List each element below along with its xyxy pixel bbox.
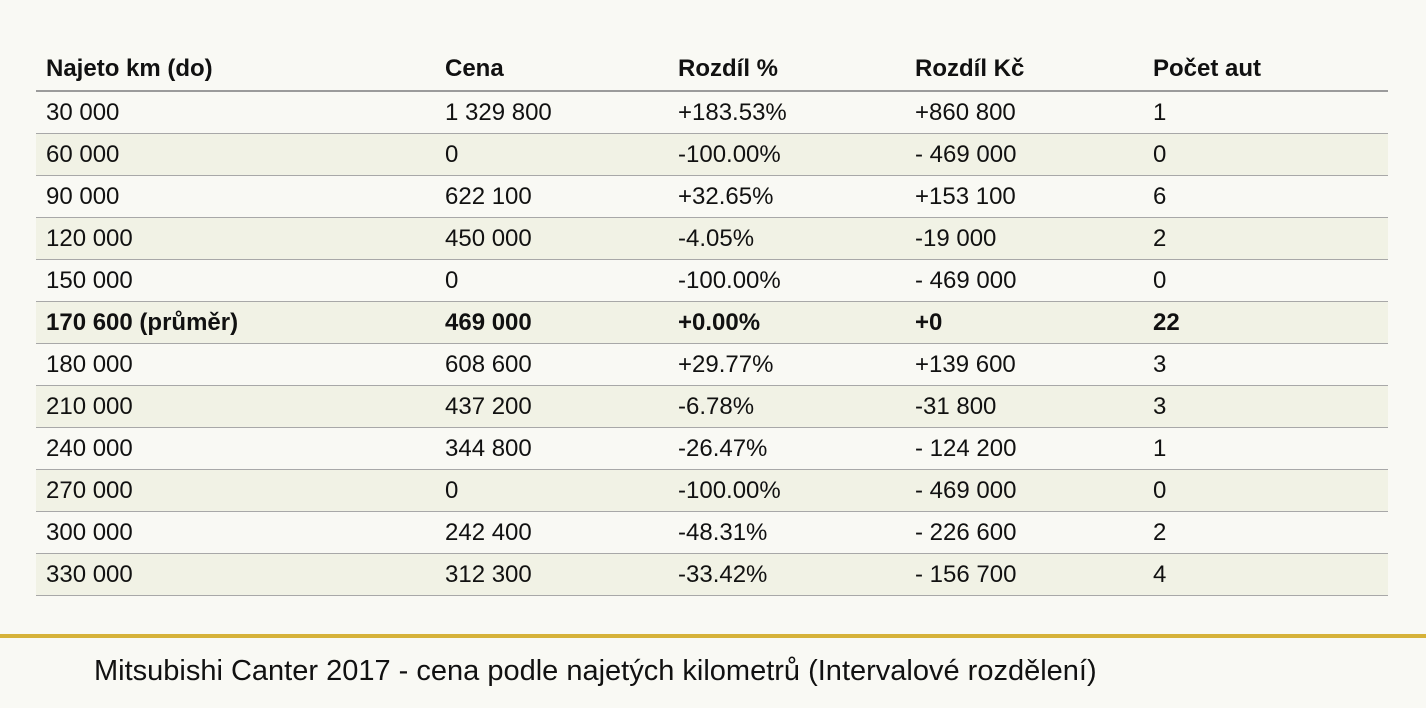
cell-diff-percent: -4.05% — [668, 218, 905, 260]
cell-car-count: 2 — [1143, 218, 1388, 260]
cell-diff-percent: +29.77% — [668, 344, 905, 386]
header-car-count: Počet aut — [1143, 48, 1388, 91]
cell-car-count: 0 — [1143, 470, 1388, 512]
cell-car-count: 3 — [1143, 386, 1388, 428]
cell-diff-percent: -100.00% — [668, 134, 905, 176]
caption-divider — [0, 634, 1426, 638]
cell-mileage: 270 000 — [36, 470, 435, 512]
cell-diff-czk: -19 000 — [905, 218, 1143, 260]
cell-diff-percent: -26.47% — [668, 428, 905, 470]
cell-diff-percent: -100.00% — [668, 260, 905, 302]
cell-diff-percent: -6.78% — [668, 386, 905, 428]
cell-diff-czk: - 226 600 — [905, 512, 1143, 554]
cell-car-count: 1 — [1143, 428, 1388, 470]
cell-price: 242 400 — [435, 512, 668, 554]
cell-diff-percent: -100.00% — [668, 470, 905, 512]
header-diff-percent: Rozdíl % — [668, 48, 905, 91]
cell-diff-percent: +183.53% — [668, 91, 905, 134]
cell-mileage: 60 000 — [36, 134, 435, 176]
table-caption: Mitsubishi Canter 2017 - cena podle najetých kilometrů (Intervalové rozdělení) — [94, 655, 1097, 687]
cell-diff-percent: -33.42% — [668, 554, 905, 596]
cell-price: 608 600 — [435, 344, 668, 386]
cell-diff-czk: - 469 000 — [905, 470, 1143, 512]
cell-price: 450 000 — [435, 218, 668, 260]
cell-car-count: 22 — [1143, 302, 1388, 344]
price-by-mileage-table — [36, 48, 1388, 596]
price-table-container — [36, 48, 1388, 596]
cell-price: 469 000 — [435, 302, 668, 344]
cell-mileage: 180 000 — [36, 344, 435, 386]
cell-diff-czk: +860 800 — [905, 91, 1143, 134]
cell-price: 0 — [435, 134, 668, 176]
cell-price: 0 — [435, 470, 668, 512]
table-row — [36, 554, 1388, 596]
cell-mileage: 90 000 — [36, 176, 435, 218]
cell-diff-czk: - 124 200 — [905, 428, 1143, 470]
table-row — [36, 134, 1388, 176]
cell-diff-czk: +0 — [905, 302, 1143, 344]
cell-mileage: 330 000 — [36, 554, 435, 596]
cell-mileage: 120 000 — [36, 218, 435, 260]
cell-car-count: 3 — [1143, 344, 1388, 386]
cell-mileage: 170 600 (průměr) — [36, 302, 435, 344]
cell-diff-czk: - 156 700 — [905, 554, 1143, 596]
cell-diff-percent: +32.65% — [668, 176, 905, 218]
table-row — [36, 218, 1388, 260]
cell-diff-czk: +153 100 — [905, 176, 1143, 218]
cell-car-count: 0 — [1143, 134, 1388, 176]
cell-price: 312 300 — [435, 554, 668, 596]
cell-price: 437 200 — [435, 386, 668, 428]
cell-price: 0 — [435, 260, 668, 302]
header-price: Cena — [435, 48, 668, 91]
table-row — [36, 470, 1388, 512]
cell-mileage: 150 000 — [36, 260, 435, 302]
cell-mileage: 300 000 — [36, 512, 435, 554]
table-row — [36, 260, 1388, 302]
cell-car-count: 1 — [1143, 91, 1388, 134]
table-row — [36, 512, 1388, 554]
cell-price: 344 800 — [435, 428, 668, 470]
cell-price: 622 100 — [435, 176, 668, 218]
header-diff-czk: Rozdíl Kč — [905, 48, 1143, 91]
cell-car-count: 4 — [1143, 554, 1388, 596]
header-mileage: Najeto km (do) — [36, 48, 435, 91]
table-row — [36, 176, 1388, 218]
cell-car-count: 6 — [1143, 176, 1388, 218]
cell-mileage: 210 000 — [36, 386, 435, 428]
table-row — [36, 344, 1388, 386]
cell-car-count: 0 — [1143, 260, 1388, 302]
table-header-row — [36, 48, 1388, 91]
table-row — [36, 91, 1388, 134]
table-row — [36, 386, 1388, 428]
cell-mileage: 30 000 — [36, 91, 435, 134]
cell-mileage: 240 000 — [36, 428, 435, 470]
cell-diff-percent: +0.00% — [668, 302, 905, 344]
cell-diff-percent: -48.31% — [668, 512, 905, 554]
cell-diff-czk: - 469 000 — [905, 260, 1143, 302]
cell-diff-czk: -31 800 — [905, 386, 1143, 428]
table-row — [36, 428, 1388, 470]
table-body — [36, 91, 1388, 596]
cell-diff-czk: +139 600 — [905, 344, 1143, 386]
cell-price: 1 329 800 — [435, 91, 668, 134]
table-row-average — [36, 302, 1388, 344]
cell-diff-czk: - 469 000 — [905, 134, 1143, 176]
cell-car-count: 2 — [1143, 512, 1388, 554]
